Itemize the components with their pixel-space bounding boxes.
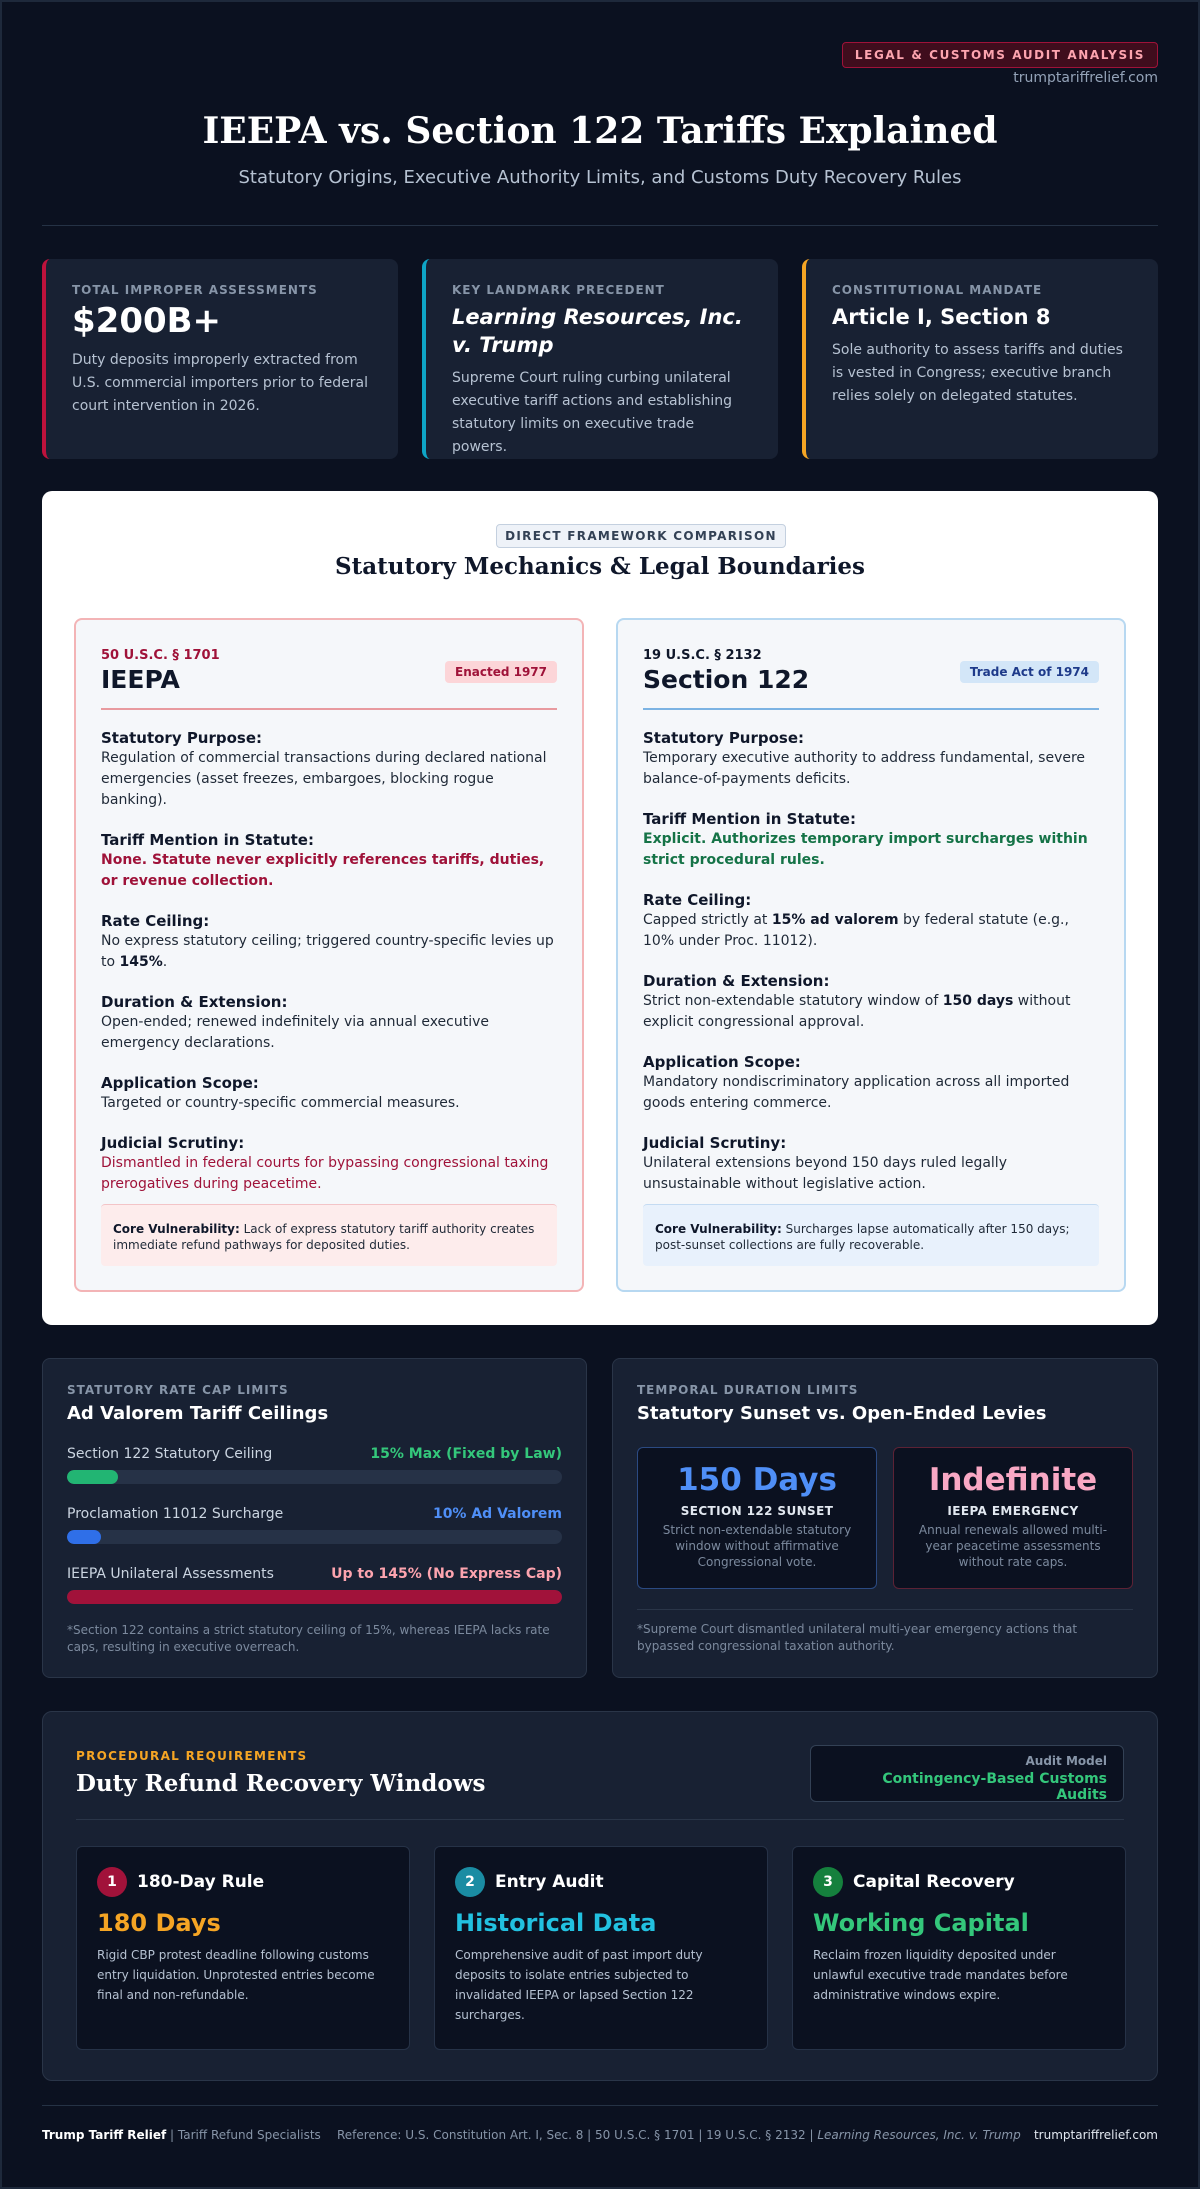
duration-note: *Supreme Court dismantled unilateral multi-year emergency actions that bypassed congressional taxation authority. — [637, 1622, 1078, 1653]
section-text: Targeted or country-specific commercial measures. — [101, 1095, 460, 1111]
stat-description: Sole authority to assess tariffs and duties is vested in Congress; executive branch relies solely on delegated statutes. — [832, 342, 1123, 404]
rate-bar-label: Proclamation 11012 Surcharge — [67, 1506, 284, 1522]
section-text: No express statutory ceiling; triggered country-specific levies up to 145%. — [101, 933, 554, 970]
footer-reference: Reference: U.S. Constitution Art. I, Sec. 8 | 50 U.S.C. § 1701 | 19 U.S.C. § 2132 | Learning Resources, Inc. v. Trump — [337, 2128, 1021, 2142]
stat-label: KEY LANDMARK PRECEDENT — [452, 283, 665, 297]
section-heading: Statutory Purpose: — [643, 729, 805, 747]
statute-name: Section 122 — [643, 665, 810, 694]
section-heading: Duration & Extension: — [101, 993, 288, 1011]
ieepa-emergency-box — [893, 1447, 1133, 1589]
step-card-2 — [434, 1846, 768, 2050]
tariff-section — [643, 809, 1099, 871]
stat-label: CONSTITUTIONAL MANDATE — [832, 283, 1043, 297]
step-card-3 — [792, 1846, 1126, 2050]
stat-description: Supreme Court ruling curbing unilateral executive tariff actions and establishing statutory limits on executive trade powers. — [452, 370, 733, 455]
ieepa-column — [74, 618, 584, 1292]
column-divider — [643, 708, 1099, 710]
footer-site-link[interactable]: trumptariffrelief.com — [1033, 2128, 1158, 2142]
section-heading: Judicial Scrutiny: — [643, 1134, 787, 1152]
step-card-1 — [76, 1846, 410, 2050]
section-text: Dismantled in federal courts for bypassing congressional taxing prerogatives during peacetime. — [101, 1155, 549, 1192]
stat-value: $200B+ — [72, 301, 222, 341]
rate-bar-label: IEEPA Unilateral Assessments — [67, 1566, 274, 1582]
column-divider — [101, 708, 557, 710]
scope-section — [101, 1073, 557, 1114]
rate-bar-value: 15% Max (Fixed by Law) — [370, 1446, 562, 1462]
rate-bar-value: Up to 145% (No Express Cap) — [331, 1566, 562, 1582]
section-text: Mandatory nondiscriminatory application across all imported goods entering commerce. — [643, 1074, 1070, 1111]
duration-key: SECTION 122 SUNSET — [680, 1504, 834, 1518]
vulnerability-box: Core Vulnerability: Surcharges lapse automatically after 150 days; post-sunset collections are fully recoverable. — [643, 1204, 1099, 1266]
duration-value: 150 Days — [677, 1462, 837, 1498]
rate-section — [101, 911, 557, 973]
footer-divider — [42, 2105, 1158, 2106]
procedure-title: Duty Refund Recovery Windows — [76, 1770, 486, 1797]
comparison-pill: DIRECT FRAMEWORK COMPARISON — [496, 524, 786, 548]
section-text: None. Statute never explicitly references tariffs, duties, or revenue collection. — [101, 852, 545, 889]
section-text: Explicit. Authorizes temporary import surcharges within strict procedural rules. — [643, 831, 1088, 868]
comparison-title: Statutory Mechanics & Legal Boundaries — [334, 553, 866, 580]
footer-brand: Trump Tariff Relief | Tariff Refund Specialists — [42, 2128, 321, 2142]
duration-card — [612, 1358, 1158, 1678]
step-title: 180-Day Rule — [137, 1872, 265, 1892]
duration-key: IEEPA EMERGENCY — [947, 1504, 1079, 1518]
statute-code: 19 U.S.C. § 2132 — [643, 648, 762, 663]
step-highlight: Working Capital — [813, 1909, 1029, 1937]
rate-bar-fill — [67, 1530, 101, 1544]
rate-bars — [67, 1446, 562, 1604]
statute-name: IEEPA — [101, 665, 180, 694]
rate-bar-track — [67, 1470, 562, 1484]
duration-section — [101, 992, 557, 1054]
section-heading: Statutory Purpose: — [101, 729, 263, 747]
section-heading: Rate Ceiling: — [643, 891, 752, 909]
section-text: Open-ended; renewed indefinitely via annual executive emergency declarations. — [101, 1014, 490, 1051]
card-divider — [637, 1609, 1133, 1610]
audit-model-box — [810, 1745, 1124, 1802]
rate-bar-track — [67, 1590, 562, 1604]
card-label: TEMPORAL DURATION LIMITS — [637, 1383, 859, 1397]
rate-bar-fill — [67, 1590, 562, 1604]
card-title: Ad Valorem Tariff Ceilings — [67, 1403, 329, 1424]
step-number: 3 — [813, 1867, 843, 1897]
step-number: 1 — [97, 1867, 127, 1897]
enacted-tag: Trade Act of 1974 — [960, 661, 1099, 683]
section-heading: Application Scope: — [643, 1053, 801, 1071]
section-text: Regulation of commercial transactions during declared national emergencies (asset freezes, embargoes, blocking rogue banking). — [101, 750, 547, 808]
enacted-tag: Enacted 1977 — [445, 661, 557, 683]
rate-note: *Section 122 contains a strict statutory ceiling of 15%, whereas IEEPA lacks rate caps, resulting in executive overreach. — [67, 1623, 550, 1654]
section-heading: Duration & Extension: — [643, 972, 830, 990]
rate-bar-label: Section 122 Statutory Ceiling — [67, 1446, 273, 1462]
rate-bar-row — [67, 1506, 562, 1544]
procedure-label: PROCEDURAL REQUIREMENTS — [76, 1749, 308, 1763]
section-text: Temporary executive authority to address fundamental, severe balance-of-payments deficits. — [643, 750, 1086, 787]
judicial-section — [101, 1133, 557, 1195]
comparison-panel — [42, 491, 1158, 1325]
duration-desc: Strict non-extendable statutory window without affirmative Congressional vote. — [662, 1523, 852, 1569]
stat-value: Learning Resources, Inc. v. Trump — [452, 305, 743, 357]
stat-card-assessments — [42, 259, 398, 459]
stat-value: Article I, Section 8 — [832, 305, 1051, 329]
scope-section — [643, 1052, 1099, 1114]
section122-column — [616, 618, 1126, 1292]
stat-card-mandate — [802, 259, 1158, 459]
stat-label: TOTAL IMPROPER ASSESSMENTS — [72, 283, 318, 297]
section-text: Strict non-extendable statutory window of 150 days without explicit congressional approval. — [643, 993, 1071, 1030]
rate-bar-row — [67, 1446, 562, 1484]
step-highlight: Historical Data — [455, 1909, 657, 1937]
section-heading: Judicial Scrutiny: — [101, 1134, 245, 1152]
audit-value: Contingency-Based Customs Audits — [882, 1771, 1107, 1803]
stat-card-precedent — [422, 259, 778, 459]
step-description: Comprehensive audit of past import duty deposits to isolate entries subjected to invalidated IEEPA or lapsed Section 122 surcharges. — [455, 1948, 703, 2022]
rate-bar-fill — [67, 1470, 118, 1484]
statute-code: 50 U.S.C. § 1701 — [101, 648, 220, 663]
rate-bar-row — [67, 1566, 562, 1604]
rate-bar-value: 10% Ad Valorem — [432, 1506, 562, 1522]
card-label: STATUTORY RATE CAP LIMITS — [67, 1383, 289, 1397]
step-description: Reclaim frozen liquidity deposited under unlawful executive trade mandates before administrative windows expire. — [813, 1948, 1068, 2002]
duration-desc: Annual renewals allowed multi-year peacetime assessments without rate caps. — [918, 1523, 1108, 1569]
section-text: Unilateral extensions beyond 150 days ruled legally unsustainable without legislative action. — [643, 1155, 1007, 1192]
site-url[interactable]: trumptariffrelief.com — [1013, 70, 1158, 86]
step-number: 2 — [455, 1867, 485, 1897]
stat-description: Duty deposits improperly extracted from U.S. commercial importers prior to federal court intervention in 2026. — [72, 352, 369, 414]
card-title: Statutory Sunset vs. Open-Ended Levies — [637, 1403, 1047, 1424]
section122-sunset-box — [637, 1447, 877, 1589]
section-heading: Rate Ceiling: — [101, 912, 210, 930]
page-subtitle: Statutory Origins, Executive Authority Limits, and Customs Duty Recovery Rules — [238, 167, 962, 188]
page-title: IEEPA vs. Section 122 Tariffs Explained — [202, 110, 998, 152]
procedure-panel — [42, 1711, 1158, 2081]
rate-bar-track — [67, 1530, 562, 1544]
vulnerability-box: Core Vulnerability: Lack of express statutory tariff authority creates immediate refund pathways for deposited duties. — [101, 1204, 557, 1266]
judicial-section — [643, 1133, 1099, 1195]
section-heading: Tariff Mention in Statute: — [101, 831, 314, 849]
step-highlight: 180 Days — [97, 1909, 221, 1937]
audit-label: Audit Model — [1025, 1754, 1107, 1768]
purpose-section — [643, 728, 1099, 790]
procedure-divider — [76, 1819, 1124, 1820]
duration-value: Indefinite — [928, 1462, 1098, 1498]
step-description: Rigid CBP protest deadline following customs entry liquidation. Unprotested entries become final and non-refundable. — [97, 1948, 375, 2002]
section-text: Capped strictly at 15% ad valorem by federal statute (e.g., 10% under Proc. 11012). — [643, 912, 1069, 949]
section-heading: Tariff Mention in Statute: — [643, 810, 856, 828]
step-title: Capital Recovery — [853, 1872, 1015, 1892]
section-heading: Application Scope: — [101, 1074, 259, 1092]
duration-section — [643, 971, 1099, 1033]
rate-section — [643, 890, 1099, 952]
header-divider — [42, 225, 1158, 226]
category-badge: LEGAL & CUSTOMS AUDIT ANALYSIS — [842, 42, 1158, 68]
tariff-section — [101, 830, 557, 892]
purpose-section — [101, 728, 557, 811]
step-title: Entry Audit — [495, 1872, 604, 1892]
rate-cap-card — [42, 1358, 587, 1678]
